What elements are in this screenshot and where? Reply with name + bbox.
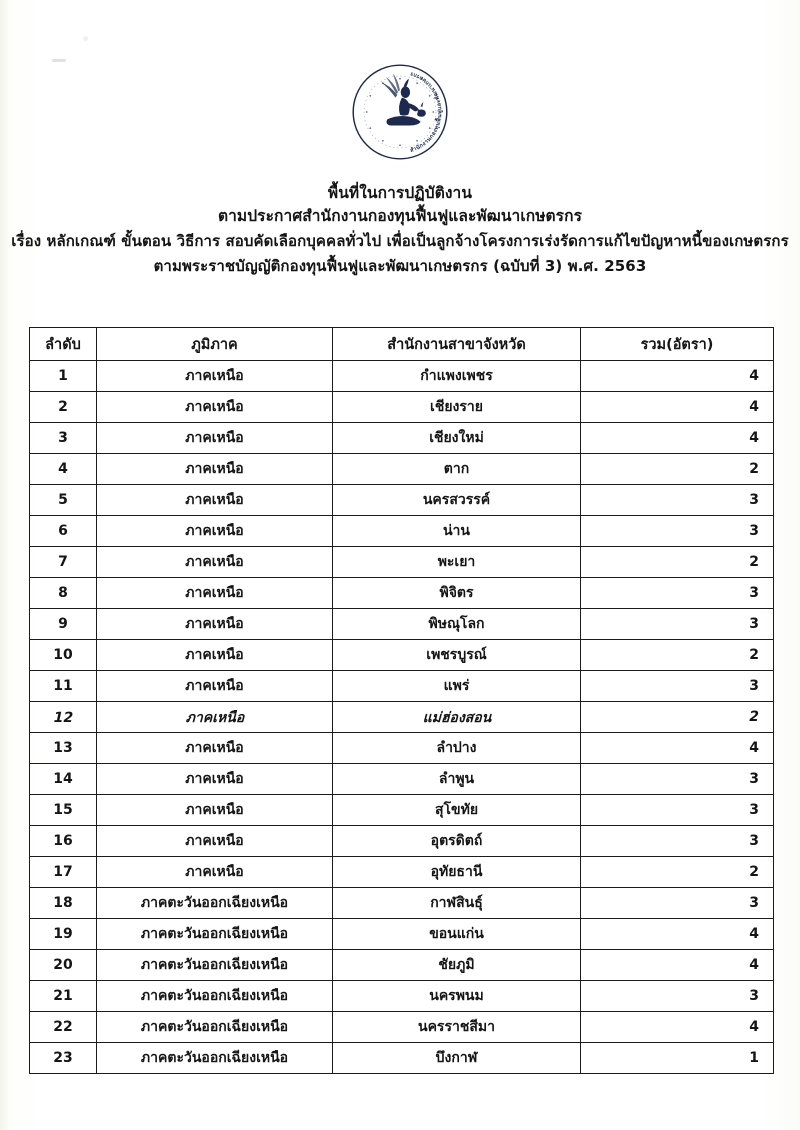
cell-no: 2 [30, 392, 97, 423]
cell-region: ภาคตะวันออกเฉียงเหนือ [97, 888, 333, 919]
table-row [30, 547, 774, 578]
cell-region: ภาคเหนือ [97, 516, 333, 547]
cell-region: ภาคเหนือ [96, 702, 333, 733]
cell-total: 4 [581, 1012, 774, 1043]
cell-province: นครราชสีมา [333, 1012, 581, 1043]
cell-total: 3 [581, 764, 774, 795]
cell-region: ภาคเหนือ [97, 795, 333, 826]
cell-province: นครพนม [333, 981, 581, 1012]
cell-province: เพชรบูรณ์ [333, 640, 581, 671]
cell-region: ภาคเหนือ [97, 671, 333, 702]
cell-no: 20 [30, 950, 97, 981]
cell-region: ภาคเหนือ [97, 547, 333, 578]
cell-region: ภาคเหนือ [97, 640, 333, 671]
subtitle-line-1: ตามประกาศสำนักงานกองทุนฟื้นฟูและพัฒนาเกษตรกร [217, 207, 583, 225]
cell-no: 21 [30, 981, 97, 1012]
cell-province: ลำพูน [333, 764, 581, 795]
cell-no: 3 [30, 423, 97, 454]
cell-region: ภาคเหนือ [97, 826, 333, 857]
cell-no: 6 [30, 516, 97, 547]
document-headings [0, 182, 800, 279]
table-row [30, 1043, 774, 1074]
assignment-table-container [29, 327, 773, 1074]
cell-province: พิษณุโลก [333, 609, 581, 640]
table-header-row [30, 328, 774, 361]
column-header-region: ภูมิภาค [97, 328, 333, 361]
page-title: พื้นที่ในการปฏิบัติงาน [327, 184, 473, 202]
cell-total: 4 [581, 423, 774, 454]
table-row [30, 671, 774, 702]
cell-province: ลำปาง [333, 733, 581, 764]
table-row [30, 981, 774, 1012]
table-row [30, 764, 774, 795]
table-row [30, 392, 774, 423]
cell-total: 3 [581, 485, 774, 516]
cell-province: บึงกาฬ [333, 1043, 581, 1074]
cell-total: 4 [581, 392, 774, 423]
cell-total: 2 [581, 454, 774, 485]
cell-total: 3 [581, 981, 774, 1012]
cell-no: 10 [30, 640, 97, 671]
cell-no: 23 [30, 1043, 97, 1074]
cell-total: 2 [581, 702, 774, 733]
table-row [30, 826, 774, 857]
cell-no: 8 [30, 578, 97, 609]
cell-total: 3 [581, 516, 774, 547]
cell-no: 17 [30, 857, 97, 888]
cell-total: 2 [581, 547, 774, 578]
cell-region: ภาคเหนือ [97, 857, 333, 888]
cell-no: 1 [30, 361, 97, 392]
cell-province: กำแพงเพชร [333, 361, 581, 392]
cell-province: เชียงราย [333, 392, 581, 423]
cell-total: 3 [581, 888, 774, 919]
cell-no: 22 [30, 1012, 97, 1043]
cell-region: ภาคเหนือ [97, 361, 333, 392]
cell-total: 4 [581, 919, 774, 950]
cell-region: ภาคเหนือ [97, 609, 333, 640]
table-row [30, 1012, 774, 1043]
column-header-no: ลำดับ [30, 328, 97, 361]
cell-region: ภาคตะวันออกเฉียงเหนือ [97, 919, 333, 950]
cell-province: แม่ฮ่องสอน [332, 702, 581, 733]
cell-region: ภาคเหนือ [97, 578, 333, 609]
scan-artifact [83, 36, 88, 41]
cell-total: 3 [581, 826, 774, 857]
cell-region: ภาคเหนือ [97, 764, 333, 795]
cell-province: อุทัยธานี [333, 857, 581, 888]
cell-region: ภาคเหนือ [97, 733, 333, 764]
cell-total: 3 [581, 609, 774, 640]
seal-ring-text: สำนักงานกองทุนฟื้นฟูและพัฒนาเกษตรกร [409, 70, 444, 155]
column-header-total: รวม(อัตรา) [581, 328, 774, 361]
table-head [30, 328, 774, 361]
subtitle-line-2: เรื่อง หลักเกณฑ์ ขั้นตอน วิธีการ สอบคัดเลือกบุคคลทั่วไป เพื่อเป็นลูกจ้างโครงการเร่งรัดการแก้ไขปัญหาหนี้ของเกษตรกร [11, 232, 789, 250]
subtitle-line-3: ตามพระราชบัญญัติกองทุนฟื้นฟูและพัฒนาเกษตรกร (ฉบับที่ 3) พ.ศ. 2563 [153, 257, 647, 275]
table-row [30, 609, 774, 640]
table-row [30, 578, 774, 609]
cell-total: 3 [581, 671, 774, 702]
table-row [30, 516, 774, 547]
cell-total: 3 [581, 578, 774, 609]
svg-text:สำนักงานกองทุนฟื้นฟูและพัฒนาเก [409, 70, 444, 154]
cell-region: ภาคตะวันออกเฉียงเหนือ [97, 950, 333, 981]
cell-total: 4 [581, 361, 774, 392]
cell-total: 1 [581, 1043, 774, 1074]
cell-province: ชัยภูมิ [333, 950, 581, 981]
table-row [30, 361, 774, 392]
table-row [30, 857, 774, 888]
cell-region: ภาคเหนือ [97, 392, 333, 423]
table-row [30, 919, 774, 950]
cell-total: 3 [581, 795, 774, 826]
cell-region: ภาคเหนือ [97, 423, 333, 454]
cell-province: แพร่ [333, 671, 581, 702]
cell-region: ภาคเหนือ [97, 454, 333, 485]
cell-no: 5 [30, 485, 97, 516]
cell-no: 9 [30, 609, 97, 640]
column-header-province: สำนักงานสาขาจังหวัด [333, 328, 581, 361]
cell-total: 2 [581, 640, 774, 671]
cell-province: สุโขทัย [333, 795, 581, 826]
cell-total: 4 [581, 733, 774, 764]
cell-no: 19 [30, 919, 97, 950]
table-row [30, 888, 774, 919]
cell-no: 11 [30, 671, 97, 702]
cell-province: พะเยา [333, 547, 581, 578]
table-row [30, 733, 774, 764]
assignment-table [29, 327, 774, 1074]
emblem-container [0, 58, 800, 166]
cell-region: ภาคตะวันออกเฉียงเหนือ [97, 1012, 333, 1043]
cell-province: เชียงใหม่ [333, 423, 581, 454]
cell-province: นครสวรรค์ [333, 485, 581, 516]
cell-province: พิจิตร [333, 578, 581, 609]
cell-region: ภาคเหนือ [97, 485, 333, 516]
cell-province: ขอนแก่น [333, 919, 581, 950]
cell-no: 4 [30, 454, 97, 485]
cell-province: อุตรดิตถ์ [333, 826, 581, 857]
cell-total: 2 [581, 857, 774, 888]
table-row [30, 640, 774, 671]
table-row [30, 485, 774, 516]
table-row [30, 423, 774, 454]
cell-no: 13 [30, 733, 97, 764]
cell-province: ตาก [333, 454, 581, 485]
table-row [30, 454, 774, 485]
cell-no: 15 [30, 795, 97, 826]
table-row [30, 795, 774, 826]
official-seal-icon [346, 58, 454, 166]
cell-province: น่าน [333, 516, 581, 547]
cell-no: 16 [30, 826, 97, 857]
cell-no: 7 [30, 547, 97, 578]
cell-total: 4 [581, 950, 774, 981]
cell-no: 12 [29, 702, 97, 733]
cell-no: 14 [30, 764, 97, 795]
table-row [30, 950, 774, 981]
table-row [30, 702, 774, 733]
cell-region: ภาคตะวันออกเฉียงเหนือ [97, 1043, 333, 1074]
cell-province: กาฬสินธุ์ [333, 888, 581, 919]
table-body [30, 361, 774, 1074]
cell-no: 18 [30, 888, 97, 919]
cell-region: ภาคตะวันออกเฉียงเหนือ [97, 981, 333, 1012]
